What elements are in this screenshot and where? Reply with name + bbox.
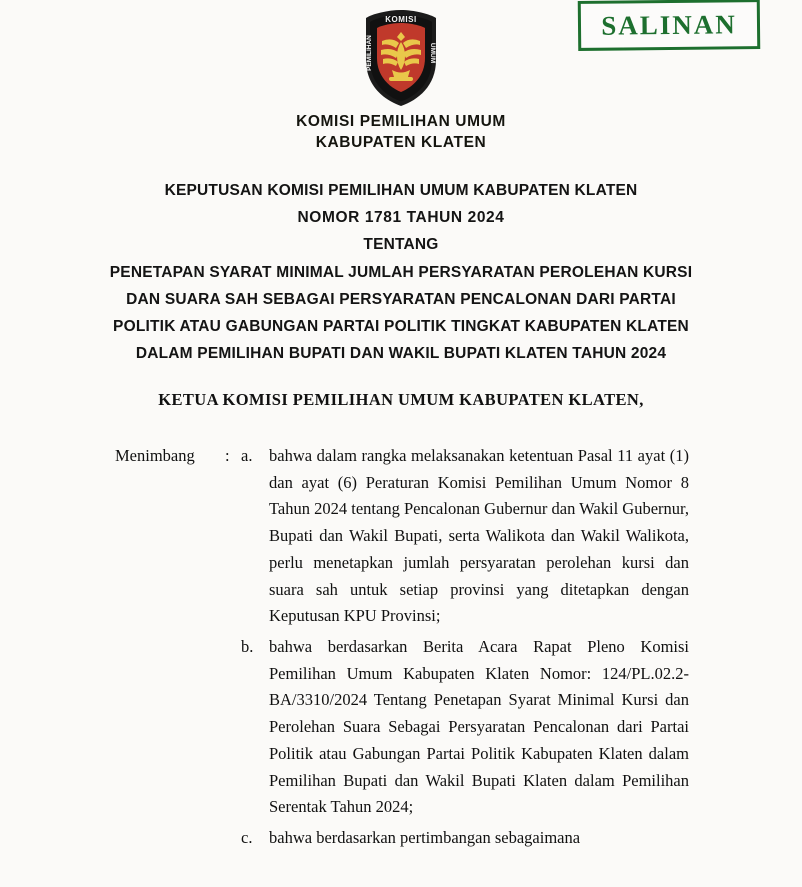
consideration-item-b [0,634,802,821]
consideration-text-c: bahwa berdasarkan pertimbangan sebagaimana [269,828,581,848]
kpu-garuda-logo [358,8,444,108]
svg-text:PEMILIHAN: PEMILIHAN [366,35,373,71]
institution-line-2: KABUPATEN KLATEN [315,133,487,151]
svg-text:UMUM: UMUM [429,42,436,64]
consideration-letter-c: c. [241,828,253,848]
consideration-item-a [0,443,802,630]
considerations-colon: : [225,446,230,465]
salinan-stamp-text: SALINAN [601,8,737,41]
institution-line-1: KOMISI PEMILIHAN UMUM [296,113,506,130]
title-line-1: KEPUTUSAN KOMISI PEMILIHAN UMUM KABUPATEN KLATEN [164,182,638,199]
title-subject-line-2: DAN SUARA SAH SEBAGAI PERSYARATAN PENCALONAN DARI PARTAI [126,291,676,308]
title-subject-line-3: POLITIK ATAU GABUNGAN PARTAI POLITIK TINGKAT KABUPATEN KLATEN [113,318,689,335]
signatory-heading: KETUA KOMISI PEMILIHAN UMUM KABUPATEN KLATEN, [158,390,644,409]
consideration-letter-a: a. [241,446,253,465]
consideration-text-a: bahwa dalam rangka melaksanakan ketentuan Pasal 11 ayat (1) dan ayat (6) Peraturan Komisi Pemilihan Umum Nomor 8 Tahun 2024 tentang Pencalonan Gubernur dan Wakil Gubernur, Bupati dan Wakil Bupati, serta Walikota dan Wakil Walikota, perlu menetapkan jumlah persyaratan perolehan kursi dan suara sah untuk setiap provinsi yang ditetapkan dengan Keputusan KPU Provinsi; [269,446,689,626]
title-tentang: TENTANG [363,236,439,253]
consideration-text-b: bahwa berdasarkan Berita Acara Rapat Pleno Komisi Pemilihan Umum Kabupaten Klaten Nomor: 124/PL.02.2-BA/3310/2024 Tentang Penetapan Syarat Minimal Kursi dan Perolehan Suara Sebagai Persyaratan Pencalonan dari Partai Politik atau Gabungan Partai Politik Kabupaten Klaten dalam Pemilihan Bupati dan Wakil Bupati Klaten dalam Pemilihan Serentak Tahun 2024; [269,637,689,817]
document-title-block [0,182,802,372]
title-subject [0,264,802,363]
institution-name [0,112,802,154]
considerations-section [0,443,802,852]
title-nomor: NOMOR 1781 TAHUN 2024 [297,209,505,226]
title-subject-line-4: DALAM PEMILIHAN BUPATI DAN WAKIL BUPATI KLATEN TAHUN 2024 [135,345,667,362]
svg-text:KOMISI: KOMISI [385,15,417,24]
considerations-label: Menimbang [115,446,195,465]
title-subject-line-1: PENETAPAN SYARAT MINIMAL JUMLAH PERSYARATAN PEROLEHAN KURSI [109,264,693,281]
consideration-letter-b: b. [241,637,254,657]
letterhead-logo-wrap [0,8,802,113]
consideration-item-c [0,825,802,852]
